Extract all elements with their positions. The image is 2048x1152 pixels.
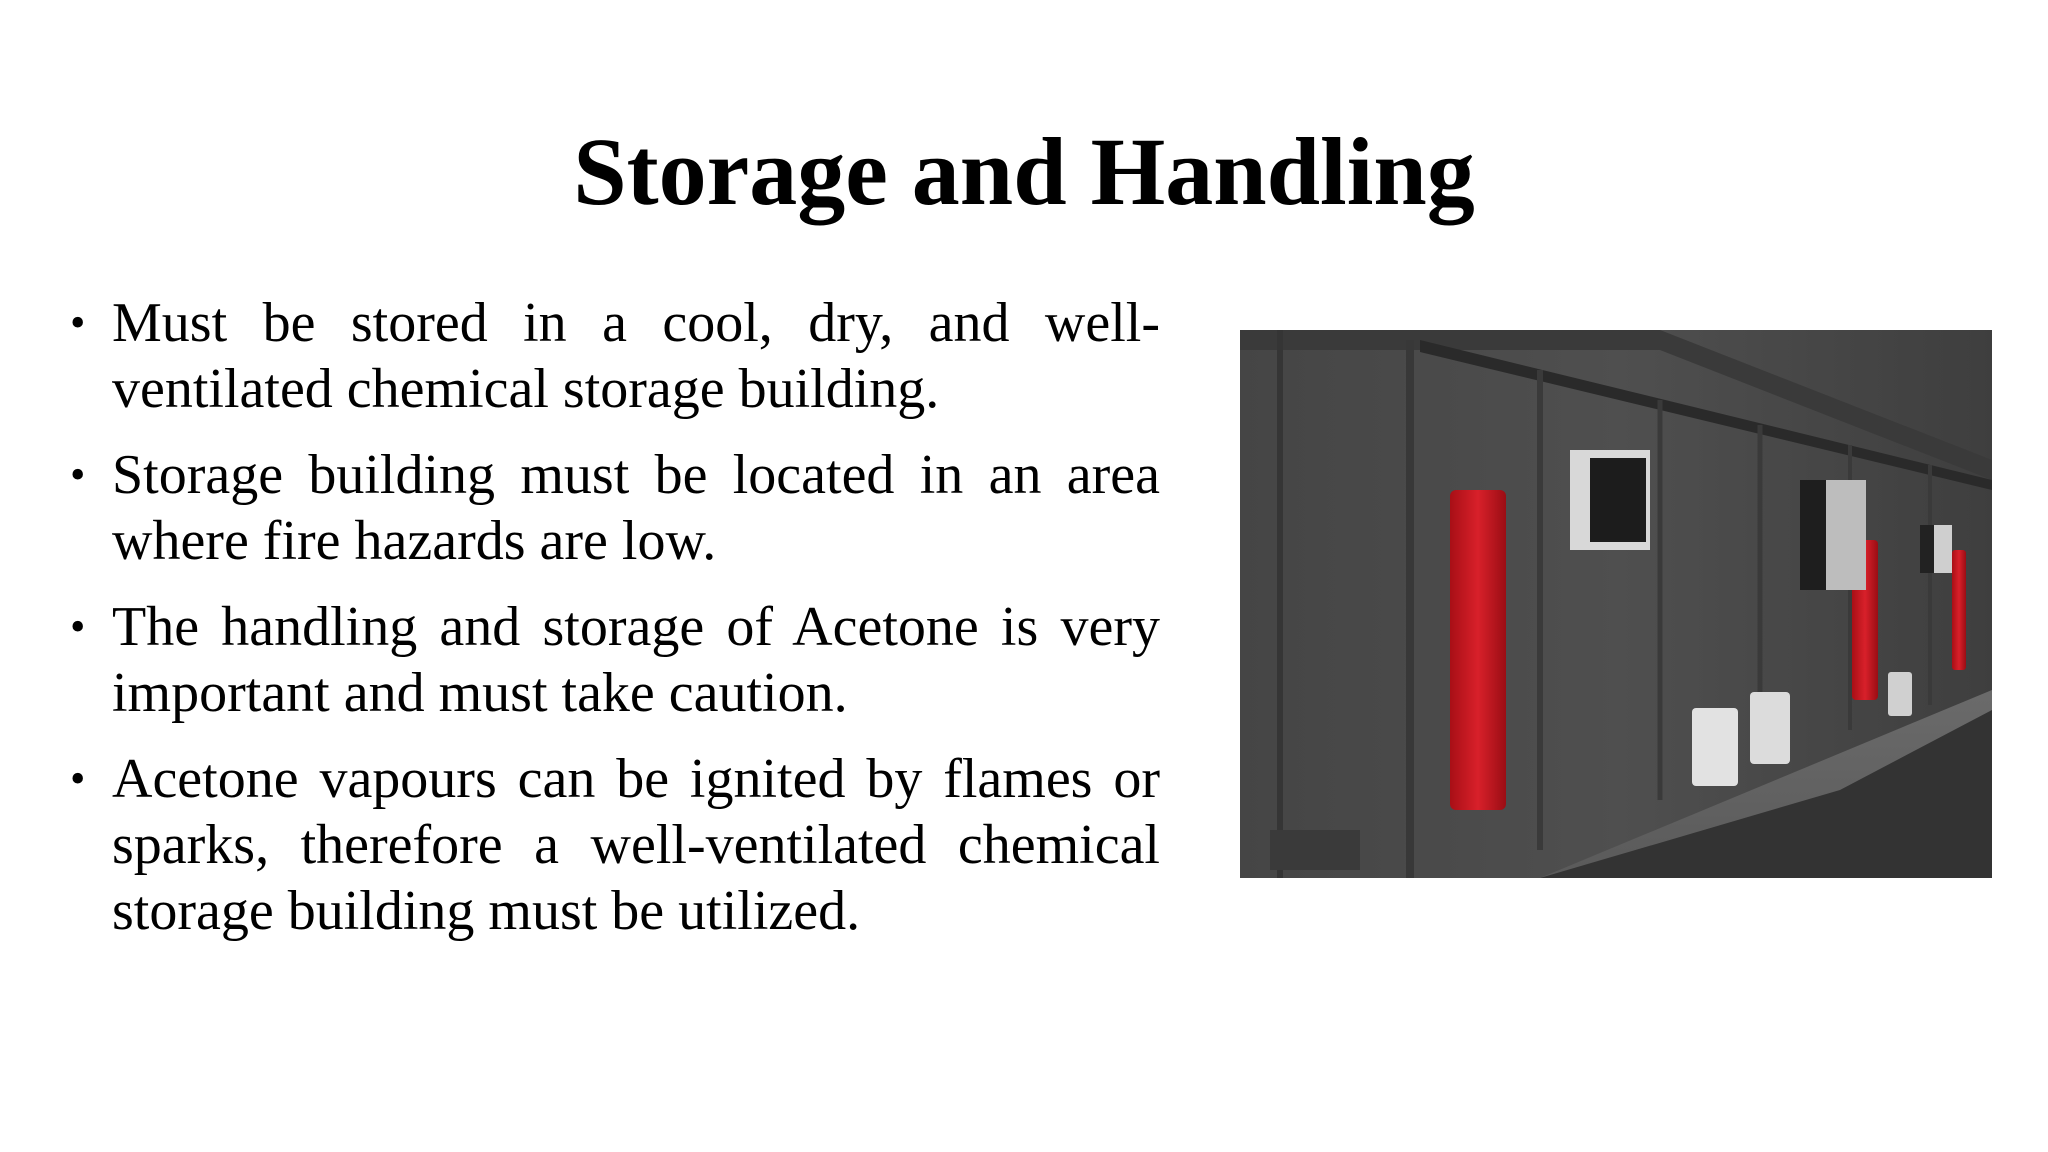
bullet-icon: • bbox=[70, 602, 86, 651]
bullet-item bbox=[70, 290, 1160, 422]
bullet-text: Storage building must be located in an area where fire hazards are low. bbox=[112, 444, 1160, 572]
bullet-list bbox=[70, 290, 1160, 964]
storage-container-illustration bbox=[1240, 330, 1992, 878]
bullet-text: The handling and storage of Acetone is very important and must take caution. bbox=[112, 596, 1160, 724]
slide-title: Storage and Handling bbox=[573, 118, 1475, 225]
bullet-item bbox=[70, 442, 1160, 574]
bullet-icon: • bbox=[70, 754, 86, 803]
bullet-text: Must be stored in a cool, dry, and well-ventilated chemical storage building. bbox=[112, 292, 1160, 420]
bullet-item bbox=[70, 746, 1160, 944]
bullet-text: Acetone vapours can be ignited by flames or sparks, therefore a well-ventilated chemical storage building must be utilized. bbox=[112, 748, 1160, 942]
bullet-icon: • bbox=[70, 298, 86, 347]
bullet-item bbox=[70, 594, 1160, 726]
bullet-icon: • bbox=[70, 450, 86, 499]
storage-container-photo bbox=[1240, 330, 1992, 878]
